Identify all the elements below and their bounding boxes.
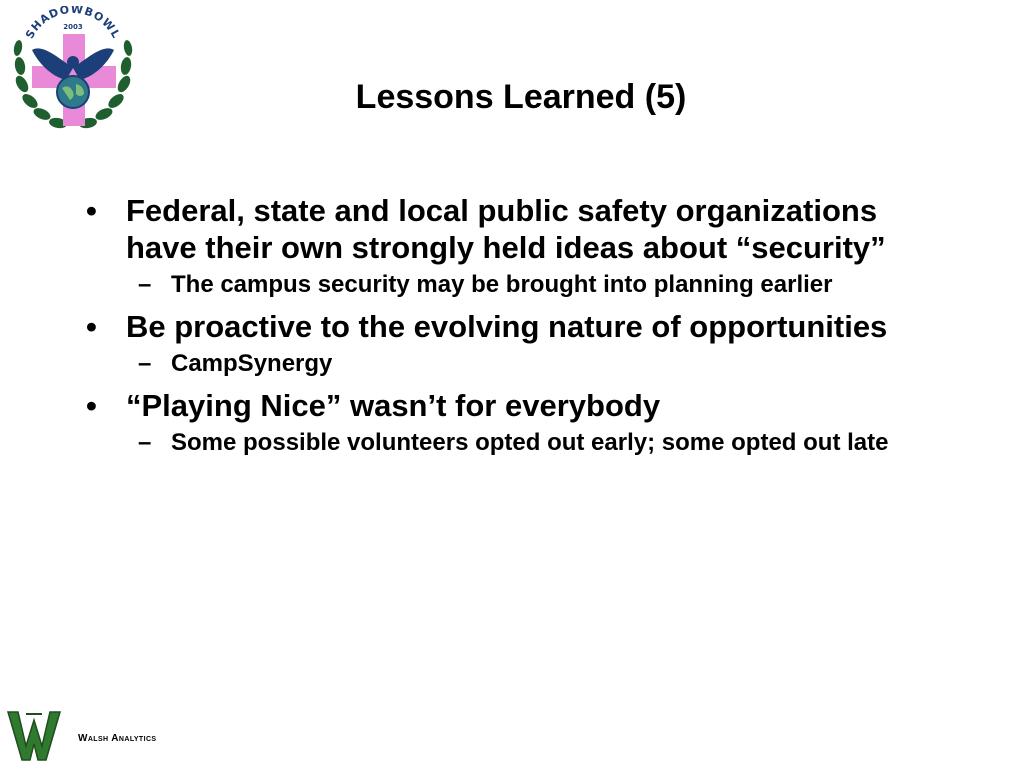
shadowbowl-seal-icon (6, 6, 140, 138)
bullet-marker: • (86, 388, 97, 423)
footer-company-name: Walsh Analytics (78, 733, 157, 744)
bullet-text: Federal, state and local public safety organizations have their own strongly held ideas about “security” (126, 193, 886, 265)
slide-title: Lessons Learned (5) (355, 78, 687, 116)
sub-bullet-item (138, 428, 946, 458)
logo-arc-text: SHADOWBOWL (23, 6, 123, 41)
sub-bullet-text: Some possible volunteers opted out early; some opted out late (171, 429, 889, 456)
sub-bullet-marker: – (138, 429, 152, 456)
bullet-text: Be proactive to the evolving nature of opportunities (126, 309, 888, 344)
bullet-item (86, 308, 946, 345)
bullet-list (86, 192, 946, 466)
sub-bullet-marker: – (138, 271, 152, 298)
sub-bullet-item (138, 349, 946, 379)
bullet-item (86, 192, 946, 266)
sub-bullet-text: CampSynergy (171, 350, 333, 377)
bullet-marker: • (86, 193, 97, 228)
bullet-item (86, 387, 946, 424)
walsh-w-logo-icon (6, 706, 62, 764)
sub-bullet-item (138, 270, 946, 300)
bullet-marker: • (86, 309, 97, 344)
sub-bullet-text: The campus security may be brought into planning earlier (171, 271, 833, 298)
logo-year: 2003 (63, 23, 83, 31)
sub-bullet-marker: – (138, 350, 152, 377)
bullet-text: “Playing Nice” wasn’t for everybody (126, 388, 661, 423)
